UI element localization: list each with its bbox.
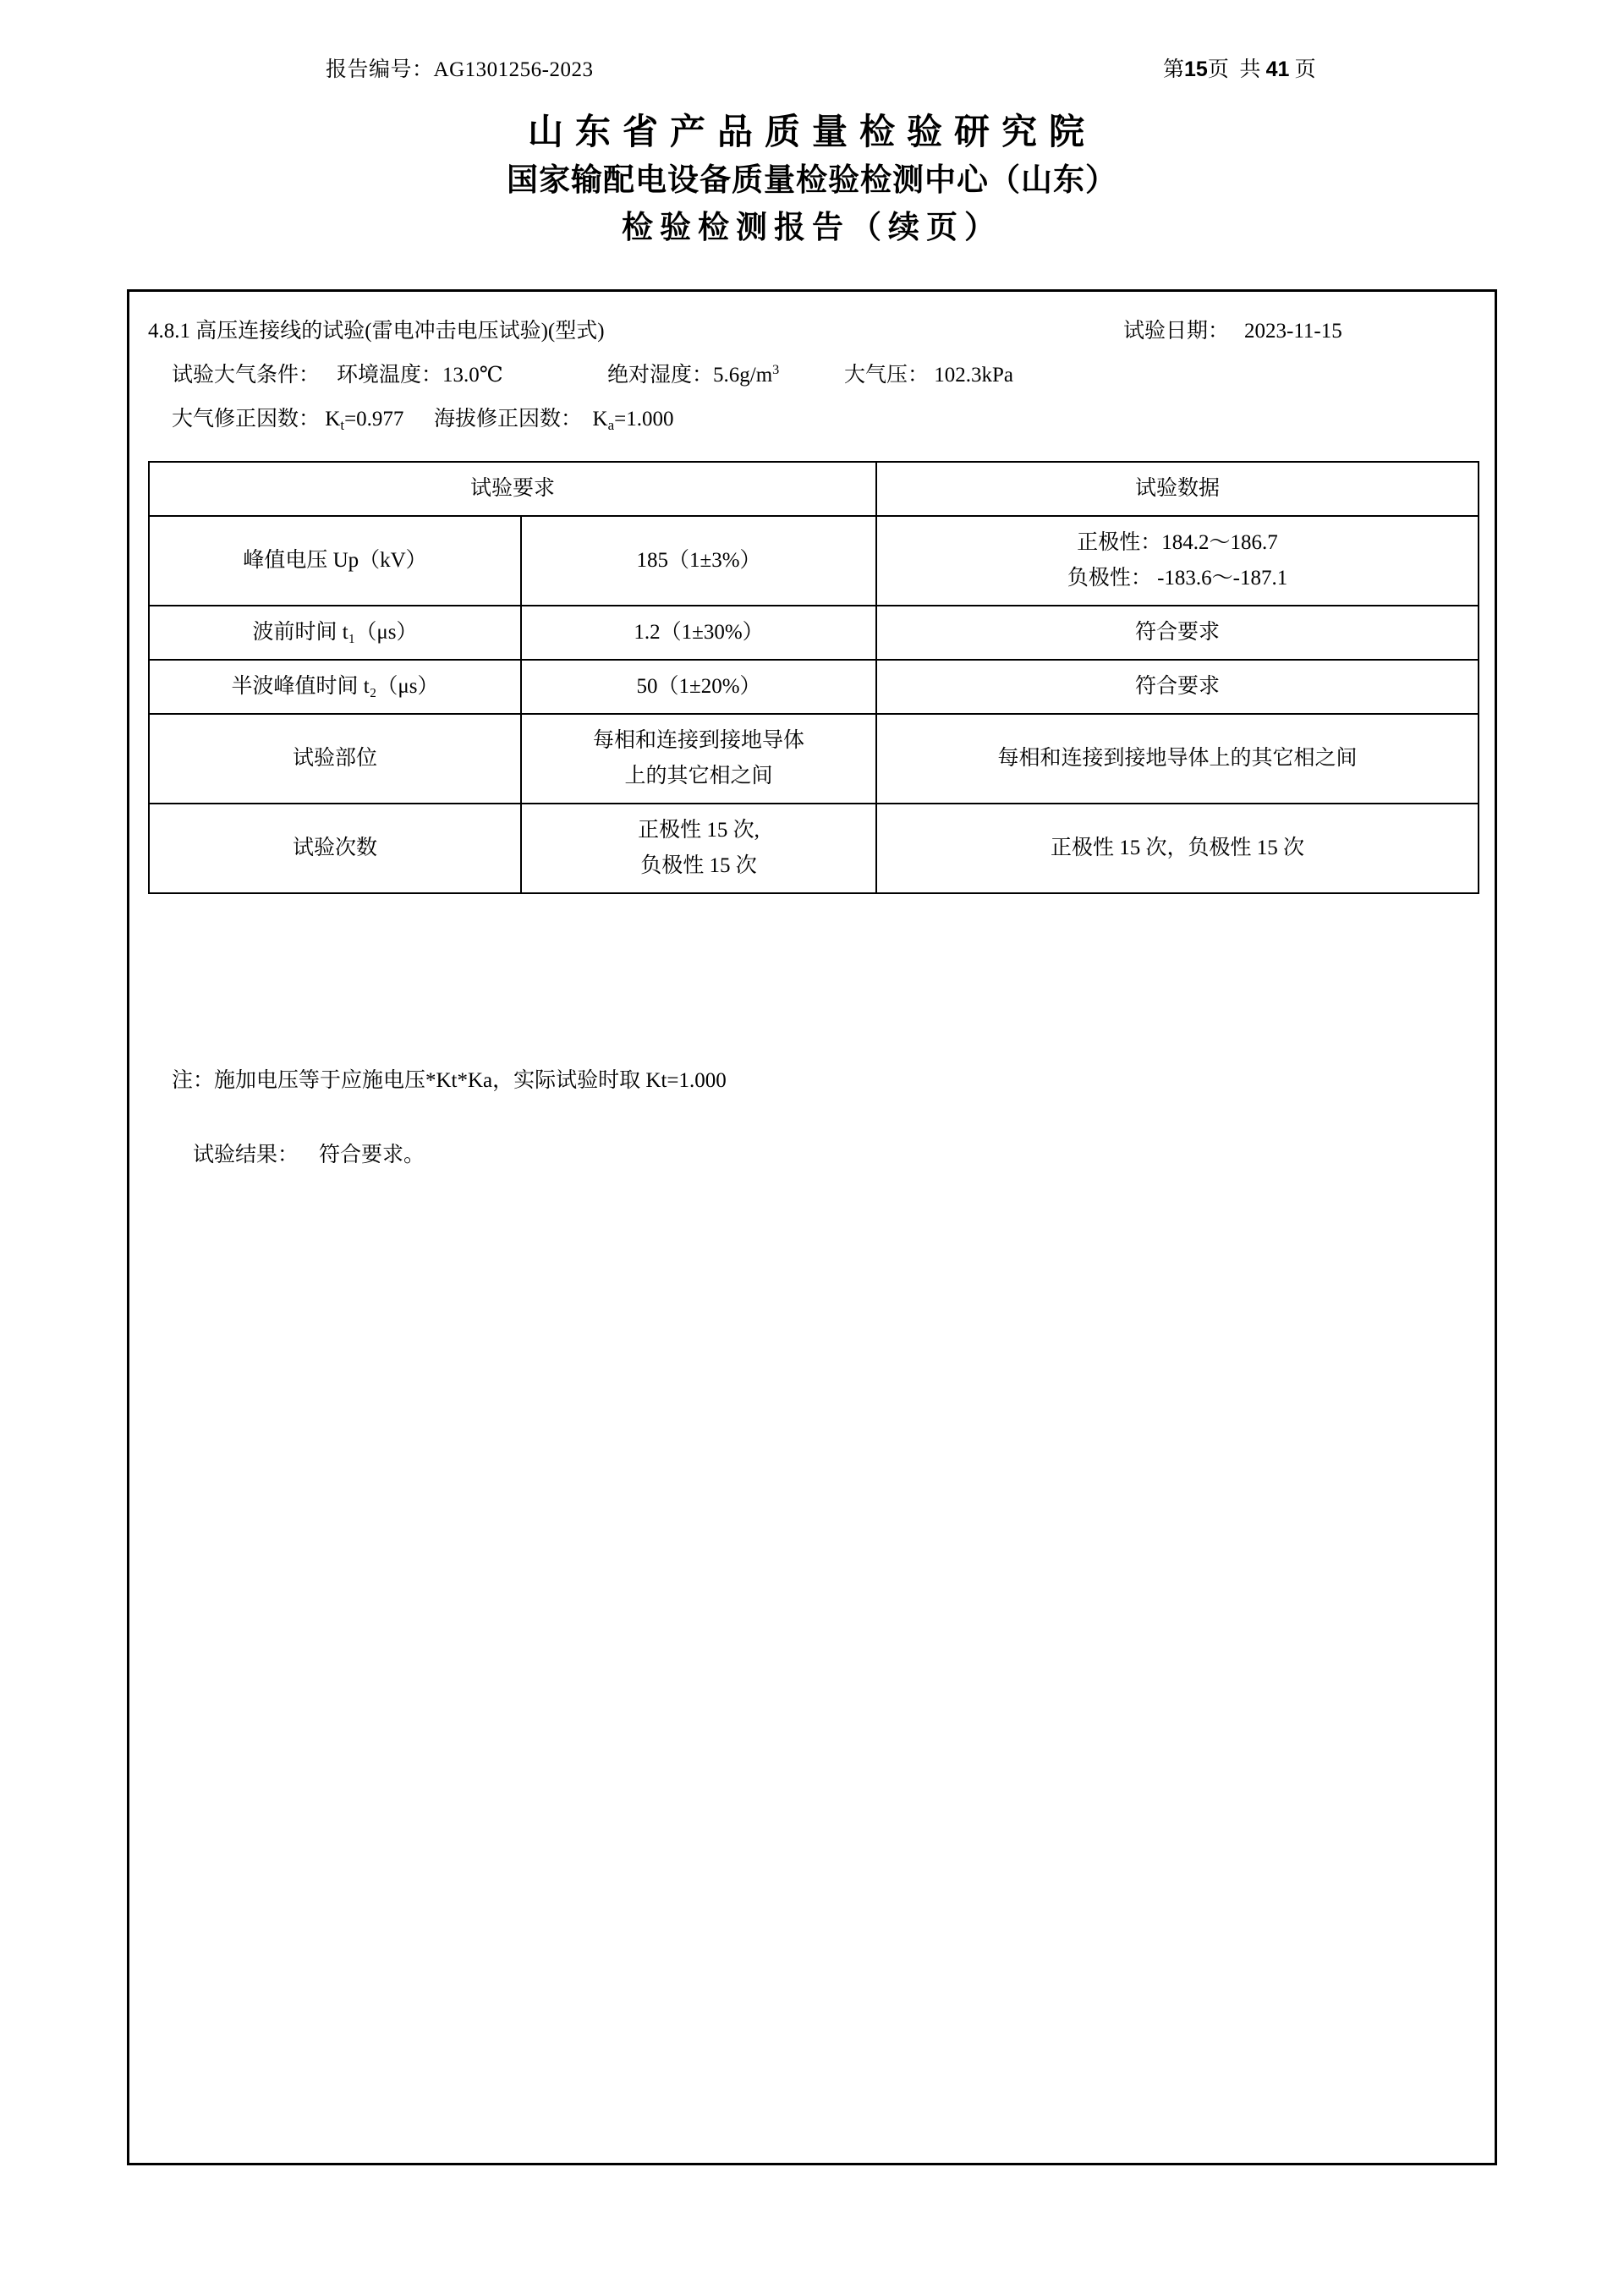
test-date-label: 试验日期： xyxy=(1123,320,1230,343)
table-row xyxy=(149,606,1479,660)
kt-symbol: K xyxy=(325,408,341,431)
test-date xyxy=(1123,314,1342,344)
row-requirement-test-location xyxy=(521,714,876,804)
content-frame xyxy=(127,289,1497,2165)
section-title: 4.8.1 高压连接线的试验(雷电冲击电压试验)(型式) xyxy=(148,320,605,343)
kt-value: =0.977 xyxy=(344,408,404,431)
info-line-2 xyxy=(129,354,1495,398)
table-header-row xyxy=(149,462,1479,516)
table-row xyxy=(149,714,1479,804)
row-requirement-half-peak-time: 50（1±20%） xyxy=(521,660,876,714)
row-requirement-peak-voltage: 185（1±3%） xyxy=(521,516,876,606)
humidity-value: 5.6g/m xyxy=(713,364,773,387)
test-result-value: 符合要求。 xyxy=(319,1144,425,1166)
ka-value: =1.000 xyxy=(614,408,674,431)
pressure-label: 大气压： xyxy=(844,364,930,387)
row-data-test-count: 正极性 15 次，负极性 15 次 xyxy=(876,804,1479,893)
test-count-req-line1: 正极性 15 次, xyxy=(638,819,760,842)
peak-voltage-positive: 正极性：184.2～186.7 xyxy=(1077,531,1278,554)
test-date-value: 2023-11-15 xyxy=(1244,320,1342,343)
center-title: 国家输配电设备质量检验检测中心（山东） xyxy=(507,163,1117,198)
row-data-front-time: 符合要求 xyxy=(876,606,1479,660)
report-number-label: 报告编号： xyxy=(326,58,434,81)
test-info-block xyxy=(129,292,1495,442)
info-line-1 xyxy=(129,310,1495,354)
peak-voltage-negative: 负极性： -183.6～-187.1 xyxy=(1067,567,1288,590)
test-count-req-line2: 负极性 15 次 xyxy=(640,854,757,877)
page-total-prefix: 共 xyxy=(1239,58,1261,81)
institute-title: 山东省产品质量检验研究院 xyxy=(527,113,1096,152)
temperature: 环境温度：13.0℃ xyxy=(337,364,503,387)
row-requirement-front-time: 1.2（1±30%） xyxy=(521,606,876,660)
page-total-suffix: 页 xyxy=(1294,58,1316,81)
row-data-peak-voltage xyxy=(876,516,1479,606)
table-note: 注：施加电压等于应施电压*Kt*Ka，实际试验时取 Kt=1.000 xyxy=(172,1069,727,1092)
ka-subscript: a xyxy=(607,416,615,433)
report-title: 检验检测报告（续页） xyxy=(622,211,1002,245)
pressure-value: 102.3kPa xyxy=(934,364,1014,387)
test-location-req-line2: 上的其它相之间 xyxy=(624,765,773,787)
page-current-prefix: 第 xyxy=(1163,58,1185,81)
title-block xyxy=(0,108,1624,252)
row-label-test-location: 试验部位 xyxy=(149,714,521,804)
report-number-value: AG1301256-2023 xyxy=(433,58,594,81)
row-data-test-location: 每相和连接到接地导体上的其它相之间 xyxy=(876,714,1479,804)
page-indicator xyxy=(1163,52,1316,83)
table-row xyxy=(149,660,1479,714)
page-total-number: 41 xyxy=(1265,58,1290,81)
row-label-front-time: 波前时间 t₁（μs） xyxy=(149,606,521,660)
header-data: 试验数据 xyxy=(876,462,1479,516)
kt-subscript: t xyxy=(340,416,345,433)
row-requirement-test-count xyxy=(521,804,876,893)
table-row xyxy=(149,804,1479,893)
test-result-label: 试验结果： xyxy=(193,1144,299,1166)
page-header xyxy=(0,52,1624,86)
page-current-number: 15 xyxy=(1184,58,1208,81)
info-line-3 xyxy=(129,398,1495,442)
report-number xyxy=(326,52,593,83)
row-label-peak-voltage: 峰值电压 Up（kV） xyxy=(149,516,521,606)
row-data-half-peak-time: 符合要求 xyxy=(876,660,1479,714)
ka-label: 海拔修正因数： xyxy=(434,408,583,431)
row-label-half-peak-time: 半波峰值时间 t₂（μs） xyxy=(149,660,521,714)
test-result xyxy=(193,1138,425,1168)
humidity-label: 绝对湿度： xyxy=(607,364,714,387)
test-location-req-line1: 每相和连接到接地导体 xyxy=(593,729,805,752)
page-current-suffix: 页 xyxy=(1207,58,1229,81)
test-data-table xyxy=(148,461,1479,894)
ka-factor xyxy=(434,402,673,434)
table-row xyxy=(149,516,1479,606)
kt-label: 大气修正因数： xyxy=(172,408,321,431)
header-requirement: 试验要求 xyxy=(149,462,876,516)
atmos-label: 试验大气条件： xyxy=(172,364,321,387)
kt-factor xyxy=(172,402,403,434)
row-label-test-count: 试验次数 xyxy=(149,804,521,893)
pressure xyxy=(844,358,1013,388)
humidity xyxy=(607,358,779,388)
ka-symbol: K xyxy=(592,408,608,431)
humidity-unit-exponent: 3 xyxy=(772,362,780,378)
